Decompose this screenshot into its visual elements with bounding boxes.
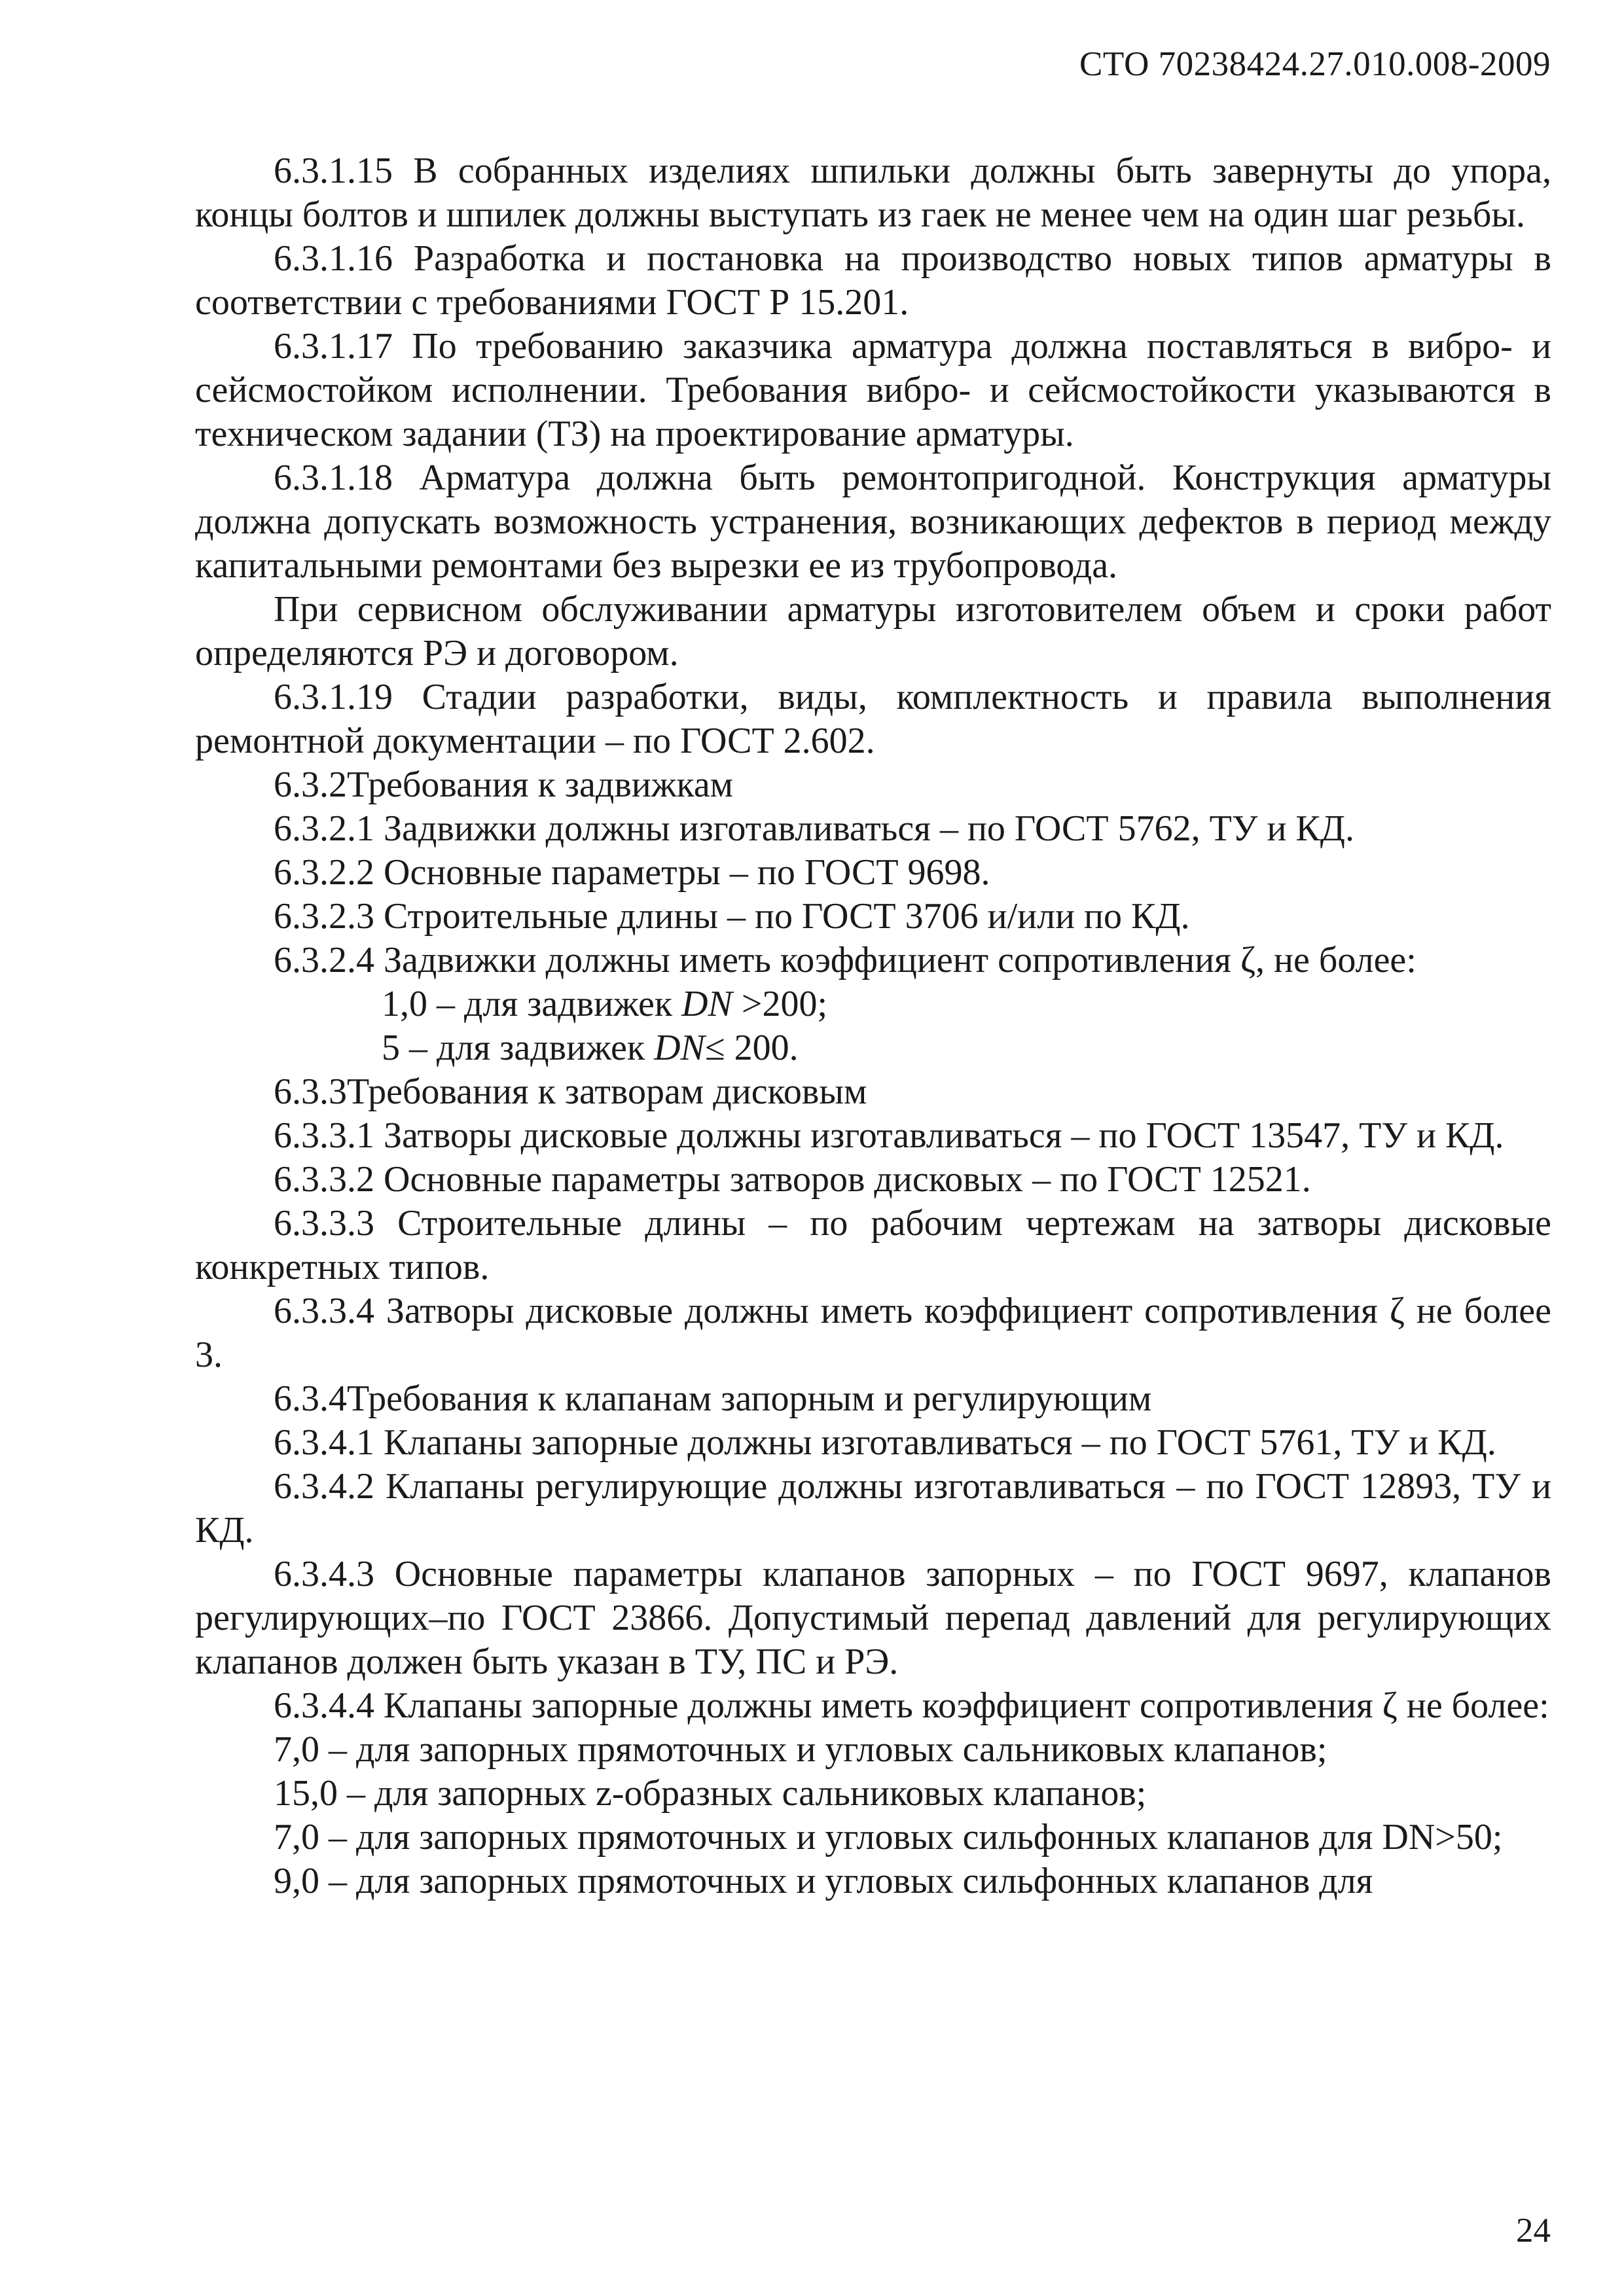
dn-symbol: DN — [654, 1028, 705, 1068]
service-paragraph: При сервисном обслуживании арматуры изготовителем объем и сроки работ определяются РЭ и договором. — [195, 589, 1551, 673]
valve-coef-item: 7,0 – для запорных прямоточных и угловых сильфонных клапанов для DN>50; — [274, 1817, 1503, 1857]
clause-6-3-3-3: 6.3.3.3 Строительные длины – по рабочим чертежам на затворы дисковые конкретных типов. — [195, 1203, 1551, 1287]
clause-6-3-1-15: 6.3.1.15 В собранных изделиях шпильки должны быть завернуты до упора, концы болтов и шпилек должны выступать из гаек не менее чем на один шаг резьбы. — [195, 151, 1551, 235]
dn-symbol: DN — [681, 984, 732, 1024]
clause-6-3-4-4: 6.3.4.4 Клапаны запорные должны иметь коэффициент сопротивления ζ не более: — [274, 1685, 1549, 1726]
clause-6-3-2-3: 6.3.2.3 Строительные длины – по ГОСТ 3706 и/или по КД. — [274, 896, 1190, 937]
page-number: 24 — [1516, 2212, 1551, 2250]
gate-coef-item: 5 – для задвижек DN≤ 200. — [382, 1028, 799, 1068]
valve-coef-item: 7,0 – для запорных прямоточных и угловых сальниковых клапанов; — [274, 1729, 1327, 1770]
clause-6-3-4-3: 6.3.4.3 Основные параметры клапанов запорных – по ГОСТ 9697, клапанов регулирующих–по ГОСТ 23866. Допустимый перепад давлений для регулирующих клапанов должен быть указан в ТУ, ПС и РЭ. — [195, 1554, 1551, 1682]
clause-6-3-3-4: 6.3.3.4 Затворы дисковые должны иметь коэффициент сопротивления ζ не более 3. — [195, 1291, 1551, 1375]
clause-6-3-1-16: 6.3.1.16 Разработка и постановка на производство новых типов арматуры в соответствии с требованиями ГОСТ Р 15.201. — [195, 238, 1551, 323]
clause-6-3-4-2: 6.3.4.2 Клапаны регулирующие должны изготавливаться – по ГОСТ 12893, ТУ и КД. — [195, 1466, 1551, 1551]
section-heading-6-3-2: 6.3.2Требования к задвижкам — [274, 764, 734, 805]
section-heading-6-3-4: 6.3.4Требования к клапанам запорным и регулирующим — [274, 1378, 1152, 1419]
document-body — [195, 149, 1551, 1903]
clause-6-3-3-1: 6.3.3.1 Затворы дисковые должны изготавливаться – по ГОСТ 13547, ТУ и КД. — [274, 1115, 1504, 1156]
document-code-header: СТО 70238424.27.010.008-2009 — [1079, 45, 1551, 83]
clause-6-3-1-19: 6.3.1.19 Стадии разработки, виды, комплектность и правила выполнения ремонтной документации – по ГОСТ 2.602. — [195, 677, 1551, 761]
clause-6-3-2-1: 6.3.2.1 Задвижки должны изготавливаться – по ГОСТ 5762, ТУ и КД. — [274, 808, 1354, 849]
valve-coef-item: 9,0 – для запорных прямоточных и угловых сильфонных клапанов для — [274, 1861, 1373, 1901]
clause-6-3-1-17: 6.3.1.17 По требованию заказчика арматура должна поставляться в вибро- и сейсмостойком исполнении. Требования вибро- и сейсмостойкости указываются в техническом задании (ТЗ) на проектирование арматуры. — [195, 326, 1551, 454]
valve-coef-item: 15,0 – для запорных z-образных сальниковых клапанов; — [274, 1773, 1147, 1814]
clause-6-3-4-1: 6.3.4.1 Клапаны запорные должны изготавливаться – по ГОСТ 5761, ТУ и КД. — [274, 1422, 1496, 1463]
clause-6-3-1-18: 6.3.1.18 Арматура должна быть ремонтопригодной. Конструкция арматуры должна допускать возможность устранения, возникающих дефектов в период между капитальными ремонтами без вырезки ее из трубопровода. — [195, 457, 1551, 586]
section-heading-6-3-3: 6.3.3Требования к затворам дисковым — [274, 1071, 867, 1112]
clause-6-3-3-2: 6.3.3.2 Основные параметры затворов дисковых – по ГОСТ 12521. — [274, 1159, 1311, 1200]
clause-6-3-2-4: 6.3.2.4 Задвижки должны иметь коэффициент сопротивления ζ, не более: — [274, 940, 1416, 980]
clause-6-3-2-2: 6.3.2.2 Основные параметры – по ГОСТ 9698. — [274, 852, 990, 893]
gate-coef-item: 1,0 – для задвижек DN >200; — [382, 984, 828, 1024]
